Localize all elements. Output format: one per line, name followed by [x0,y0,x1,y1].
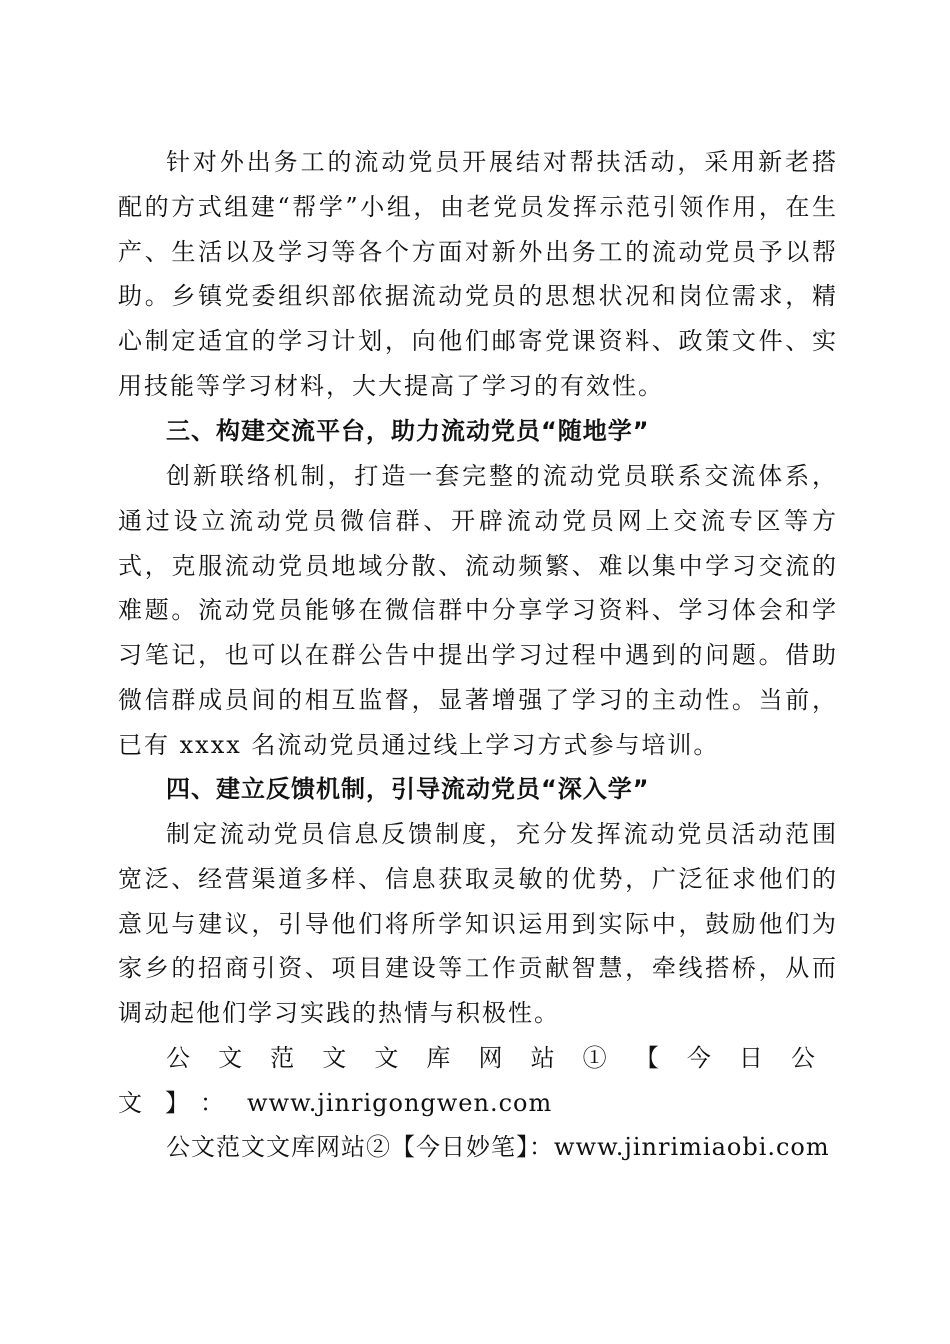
website-1-label: 公文范文文库网站①【今日公文】： [118,1044,838,1117]
section-heading-4: 四、建立反馈机制，引导流动党员“深入学” [166,775,650,803]
website-reference-1 [118,1036,838,1126]
section-heading-3: 三、构建交流平台，助力流动党员“随地学” [166,417,650,445]
website-reference-2 [118,1125,838,1170]
website-1-url[interactable]: www.jinrigongwen.com [247,1088,553,1117]
website-2-url[interactable]: www.jinrimiaobi.com [554,1133,830,1161]
paragraph-communication-platform: 创新联络机制，打造一套完整的流动党员联系交流体系，通过设立流动党员微信群、开辟流动党员网上交流专区等方式，克服流动党员地域分散、流动频繁、难以集中学习交流的难题。流动党员能够在微信群中分享学习资料、学习体会和学习笔记，也可以在群公告中提出学习过程中遇到的问题。借助微信群成员间的相互监督，显著增强了学习的主动性。当前，已有 xxxx 名流动党员通过线上学习方式参与培训。 [118,462,838,759]
paragraph-feedback-mechanism: 制定流动党员信息反馈制度，充分发挥流动党员活动范围宽泛、经营渠道多样、信息获取灵敏的优势，广泛征求他们的意见与建议，引导他们将所学知识运用到实际中，鼓励他们为家乡的招商引资、项目建设等工作贡献智慧，牵线搭桥，从而调动起他们学习实践的热情与积极性。 [118,820,838,1028]
website-2-label: 公文范文文库网站②【今日妙笔】： [166,1133,554,1161]
paragraph-pairing-support: 针对外出务工的流动党员开展结对帮扶活动，采用新老搭配的方式组建“帮学”小组，由老党员发挥示范引领作用，在生产、生活以及学习等各个方面对新外出务工的流动党员予以帮助。乡镇党委组织部依据流动党员的思想状况和岗位需求，精心制定适宜的学习计划，向他们邮寄党课资料、政策文件、实用技能等学习材料，大大提高了学习的有效性。 [118,148,838,400]
